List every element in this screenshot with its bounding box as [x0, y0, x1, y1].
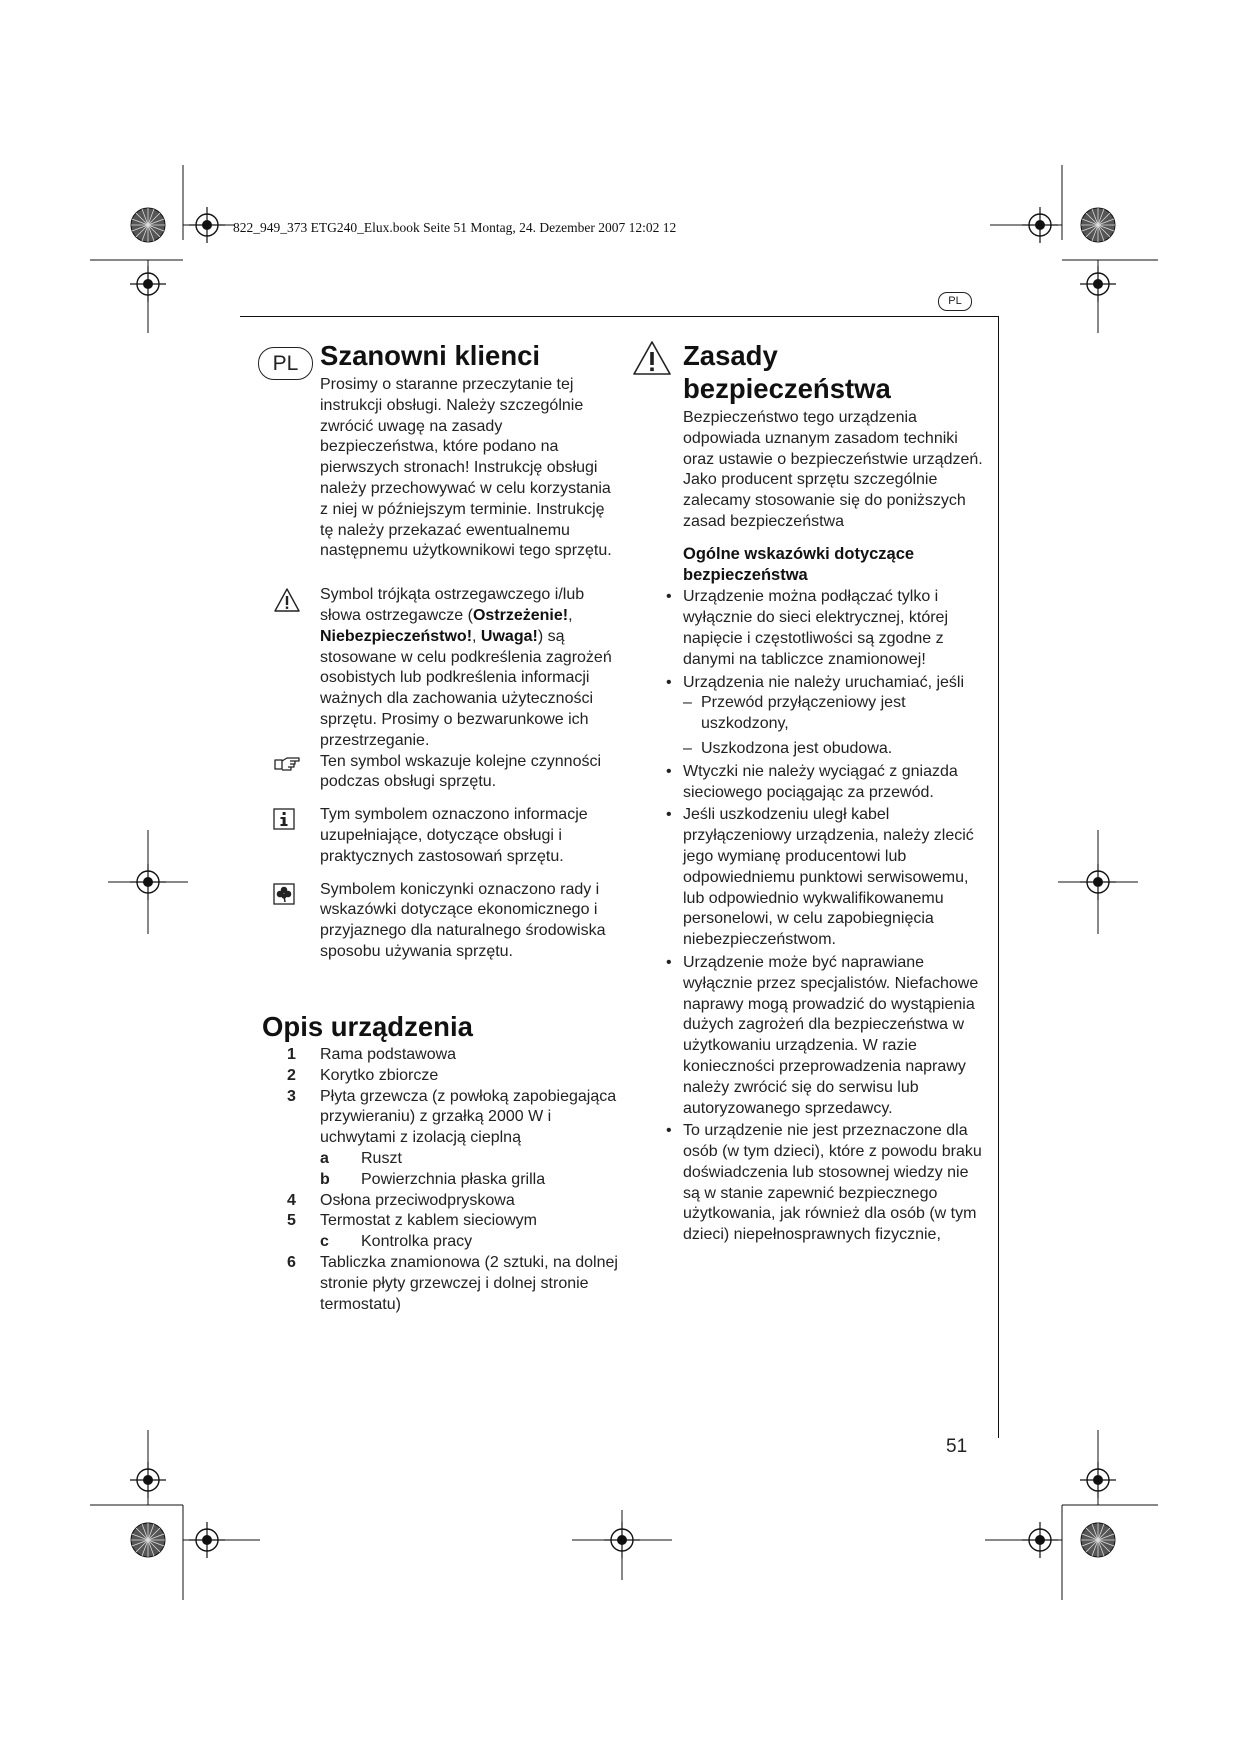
device-part-item [262, 1087, 620, 1149]
welcome-title: Szanowni klienci [320, 340, 541, 371]
warning-triangle-icon [273, 587, 301, 613]
bullet-dot-icon: • [666, 673, 672, 691]
keyword-danger: Niebezpieczeństwo! [320, 627, 473, 645]
device-subpart-item [262, 1232, 620, 1253]
safety-bullet-text: Urządzenie można podłączać tylko i wyłącznie do sieci elektrycznej, której napięcie i częstotliwości są zgodne z danymi na tabliczce znamionowej! [683, 588, 948, 668]
safety-bullet-text: Urządzenie może być naprawiane wyłącznie przez specjalistów. Niefachowe naprawy mogą prowadzić do wystąpienia dużych zagrożeń dla bezpieczeństwa w użytkowaniu urządzenia. W razie konieczności przeprowadzenia naprawy należy zwrócić się do serwisu lub autoryzowanego sprzedawcy. [683, 953, 979, 1117]
part-number: a [320, 1149, 329, 1167]
hand-symbol-text: Ten symbol wskazuje kolejne czynności podczas obsługi sprzętu. [320, 752, 602, 791]
safety-bullet [666, 673, 983, 760]
safety-sub-item [683, 693, 983, 735]
warning-symbol-row [320, 585, 620, 751]
part-number: 1 [287, 1046, 296, 1063]
device-subpart-item [262, 1170, 620, 1191]
clover-symbol-row [320, 880, 620, 963]
safety-title: Zasady bezpieczeństwa [683, 340, 891, 404]
bullet-dot-icon: • [666, 762, 672, 780]
clover-symbol-text: Symbolem koniczynki oznaczono rady i wskazówki dotyczące ekonomicznego i przyjaznego dla naturalnego środowiska sposobu używania sprzętu. [320, 880, 606, 960]
part-label: Korytko zbiorcze [320, 1066, 439, 1084]
welcome-intro: Prosimy o staranne przeczytanie tej instrukcji obsługi. Należy szczególnie zwrócić uwagę na zasady bezpieczeństwa, które podano na pierwszych stronach! Instrukcję obsługi należy przechowywać w celu korzystania z niej w późniejszym terminie. Instrukcję tę należy przekazać ewentualnemu następnemu użytkownikowi tego sprzętu. [320, 376, 612, 560]
part-number: 2 [287, 1066, 296, 1084]
part-label: Osłona przeciwodpryskowa [320, 1191, 515, 1209]
part-number: 4 [287, 1191, 296, 1209]
info-symbol-text: Tym symbolem oznaczono informacje uzupełniające, dotyczące obsługi i praktycznych zastosowań sprzętu. [320, 806, 588, 865]
dash-mark-icon: – [683, 694, 692, 712]
description-title: Opis urządzenia [262, 1011, 473, 1042]
keyword-warning: Ostrzeżenie! [472, 606, 569, 624]
part-label: Ruszt [361, 1149, 402, 1167]
part-label: Rama podstawowa [320, 1046, 457, 1063]
page-number: 51 [946, 1436, 968, 1457]
part-label: Tabliczka znamionowa (2 sztuki, na dolnej stronie płyty grzewczej i dolnej stronie termostatu) [320, 1253, 618, 1313]
part-label: Kontrolka pracy [361, 1233, 473, 1251]
safety-bullet-list [666, 587, 983, 1246]
pointing-hand-icon [273, 754, 301, 772]
part-number: c [320, 1233, 329, 1251]
print-header: 822_949_373 ETG240_Elux.book Seite 51 Montag, 24. Dezember 2007 12:02 12 [233, 220, 677, 235]
language-badge: PL [938, 292, 972, 311]
safety-bullet-text: To urządzenie nie jest przeznaczone dla osób (w tym dzieci), które z powodu braku doświadczenia lub stosownej wiedzy nie są w stanie zapewnić bezpiecznego użytkowania, jak również dla osób (w tym dzieci) niepełnosprawnych fizycznie, [683, 1122, 982, 1244]
device-subpart-item [262, 1149, 620, 1170]
hand-symbol-row [320, 752, 620, 794]
device-part-item [262, 1211, 620, 1232]
clover-icon [273, 883, 295, 905]
device-part-item [262, 1066, 620, 1087]
safety-bullet [666, 1121, 983, 1246]
device-description [262, 1010, 620, 1315]
safety-sub-item [683, 739, 983, 760]
device-part-item [262, 1253, 620, 1315]
bullet-dot-icon: • [666, 588, 672, 606]
safety-bullet-text: Jeśli uszkodzeniu uległ kabel przyłączeniowy urządzenia, należy zlecić jego wymianę producentowi lub odpowiedniemu punktowi serwisowemu, lub odpowiednio wykwalifikowanemu personelowi, w celu zapobiegnięcia niebezpieczeństwom. [683, 806, 974, 949]
device-parts-list [262, 1045, 620, 1315]
safety-bullet-text: Urządzenia nie należy uruchamiać, jeśli [683, 673, 965, 691]
safety-bullet [666, 953, 983, 1119]
warning-triangle-large-icon [632, 363, 672, 380]
warning-symbol-text: Symbol trójkąta ostrzegawczego i/lub słowa ostrzegawcze (Ostrzeżenie!, Niebezpieczeństwo!, Uwaga!) są stosowane w celu podkreślenia zagrożeń osobistych lub podkreślenia informacji ważnych dla zachowania użyteczności sprzętu. Prosimy o bezwarunkowe ich przestrzeganie. [320, 586, 612, 749]
part-number: 6 [287, 1253, 296, 1271]
safety-intro: Bezpieczeństwo tego urządzenia odpowiada uznanym zasadom techniki oraz ustawie o bezpieczeństwie urządzeń. Jako producent sprzętu szczególnie zalecamy stosowanie się do poniższych zasad bezpieczeństwa [683, 409, 983, 530]
right-column [666, 339, 983, 1246]
part-label: Powierzchnia płaska grilla [361, 1170, 546, 1188]
keyword-caution: Uwaga! [480, 627, 538, 645]
info-icon [273, 808, 295, 830]
top-rule [240, 316, 998, 317]
general-safety-subtitle: Ogólne wskazówki dotyczące bezpieczeństwa [683, 544, 915, 584]
part-number: b [320, 1170, 330, 1188]
part-label: Termostat z kablem sieciowym [320, 1212, 537, 1230]
device-part-item [262, 1045, 620, 1066]
safety-sub-item-text: Przewód przyłączeniowy jest uszkodzony, [701, 694, 906, 733]
device-part-item [262, 1191, 620, 1212]
safety-bullet-text: Wtyczki nie należy wyciągać z gniazda sieciowego pociągając za przewód. [683, 762, 958, 801]
part-label: Płyta grzewcza (z powłoką zapobiegająca przywieraniu) z grzałką 2000 W i uchwytami z izolacją cieplną [320, 1087, 617, 1147]
safety-bullet [666, 587, 983, 670]
bullet-dot-icon: • [666, 1122, 672, 1140]
part-number: 5 [287, 1212, 296, 1230]
bullet-dot-icon: • [666, 806, 672, 824]
left-column [320, 339, 620, 963]
right-rule [998, 316, 999, 1438]
safety-bullet [666, 805, 983, 951]
bullet-dot-icon: • [666, 953, 672, 971]
safety-sub-item-text: Uszkodzona jest obudowa. [701, 739, 893, 757]
info-symbol-row [320, 805, 620, 867]
dash-mark-icon: – [683, 739, 692, 757]
safety-title-icon-wrap [632, 340, 680, 383]
language-badge-large: PL [258, 347, 313, 380]
part-number: 3 [287, 1087, 296, 1105]
safety-bullet [666, 762, 983, 804]
